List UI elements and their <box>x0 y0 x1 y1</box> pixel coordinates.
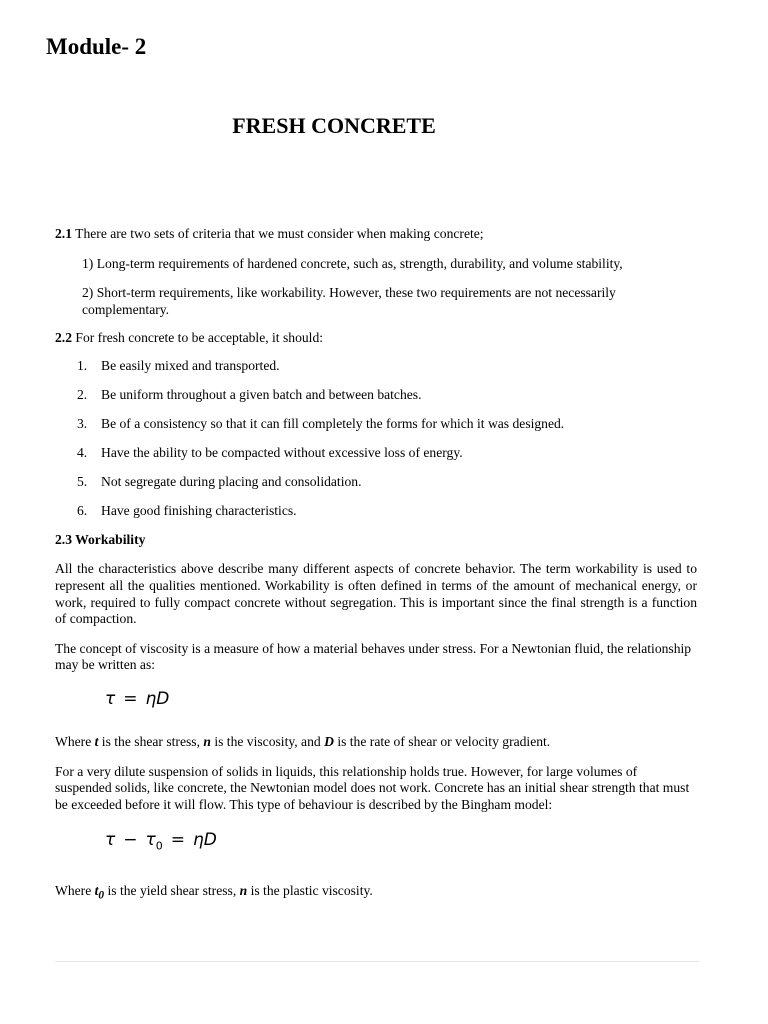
workability-paragraph: All the characteristics above describe many different aspects of concrete behavior. The term workability is used to represent all the qualities mentioned. Workability is often defined in terms of the amount of mechanical energy, or work, required to fully compact concrete without segregation. This is important since the final strength is a function of compaction. <box>55 561 697 627</box>
list-number: 3. <box>77 415 88 431</box>
section-number: 2.2 <box>55 330 72 346</box>
viscosity-paragraph: The concept of viscosity is a measure of how a material behaves under stress. For a Newtonian fluid, the relationship may be written as: <box>55 640 692 673</box>
text-run: is the plastic viscosity. <box>247 883 373 899</box>
list-text: Not segregate during placing and consolidation. <box>101 473 362 489</box>
symbol-t: t <box>94 734 99 750</box>
list-number: 1. <box>77 357 88 373</box>
section-2-3-heading: 2.3 Workability <box>55 531 146 547</box>
symbol-t0: t <box>94 883 99 899</box>
page-title <box>0 113 768 139</box>
list-text: Be of a consistency so that it can fill completely the forms for which it was designed. <box>101 415 565 431</box>
eq-operator: − <box>123 830 138 851</box>
symbol-subscript: 0 <box>98 890 105 903</box>
list-number: 5. <box>77 473 88 489</box>
list-text: Be uniform throughout a given batch and between batches. <box>101 386 422 402</box>
text-run: is the rate of shear or velocity gradient. <box>333 734 551 750</box>
requirement-short-term: 2) Short-term requirements, like workability. However, these two requirements are not necessarily complementary. <box>82 285 616 317</box>
text-run: is the shear stress, <box>98 734 204 750</box>
symbol-n: n <box>203 734 211 750</box>
requirement-long-term: 1) Long-term requirements of hardened concrete, such as, strength, durability, and volume stability, <box>82 255 623 271</box>
list-item <box>55 474 697 491</box>
eq-rhs: ηD <box>193 830 217 851</box>
eq-lhs: τ <box>105 689 116 710</box>
list-text: Be easily mixed and transported. <box>101 357 280 373</box>
eq-subscript: 0 <box>155 839 163 853</box>
eq-operator: = <box>123 689 138 710</box>
list-text: Have good finishing characteristics. <box>101 502 297 518</box>
list-number: 4. <box>77 444 88 460</box>
eq-term: τ <box>105 830 116 851</box>
text-run: Where <box>55 734 95 750</box>
bingham-definition <box>55 883 697 904</box>
eq-operator: = <box>170 830 185 851</box>
list-item <box>55 387 697 404</box>
text-run: is the yield shear stress, <box>104 883 240 899</box>
list-item <box>55 445 697 462</box>
list-item <box>55 503 697 520</box>
footer-divider <box>55 961 699 962</box>
section-number: 2.1 <box>55 226 72 241</box>
list-item <box>55 358 697 375</box>
page-title-text: FRESH CONCRETE <box>232 113 436 138</box>
eq-term: τ <box>145 830 156 851</box>
module-label: Module- 2 <box>46 34 147 59</box>
eq-rhs: ηD <box>145 689 170 710</box>
list-number: 6. <box>77 502 88 518</box>
bingham-paragraph: For a very dilute suspension of solids in liquids, this relationship holds true. However, for large volumes of suspended solids, like concrete, the Newtonian model does not work. Concrete has an initial shear strength that must be exceeded before it will flow. This type of behaviour is described by the Bingham model: <box>55 763 690 812</box>
list-number: 2. <box>77 386 88 402</box>
text-run: is the viscosity, and <box>210 734 325 750</box>
symbol-n: n <box>239 883 248 899</box>
symbol-d: D <box>324 734 334 750</box>
list-text: Have the ability to be compacted without excessive loss of energy. <box>101 444 463 460</box>
newtonian-definition <box>55 734 697 751</box>
section-text: For fresh concrete to be acceptable, it should: <box>72 330 324 346</box>
section-2-1-intro <box>55 226 697 243</box>
newtonian-equation <box>55 676 697 722</box>
criteria-list <box>55 358 697 520</box>
document-body <box>55 226 697 905</box>
text-run: Where <box>55 883 95 899</box>
section-text: There are two sets of criteria that we must consider when making concrete; <box>72 226 484 241</box>
section-2-2-intro <box>55 330 697 347</box>
bingham-equation <box>55 817 697 863</box>
list-item <box>55 416 697 433</box>
